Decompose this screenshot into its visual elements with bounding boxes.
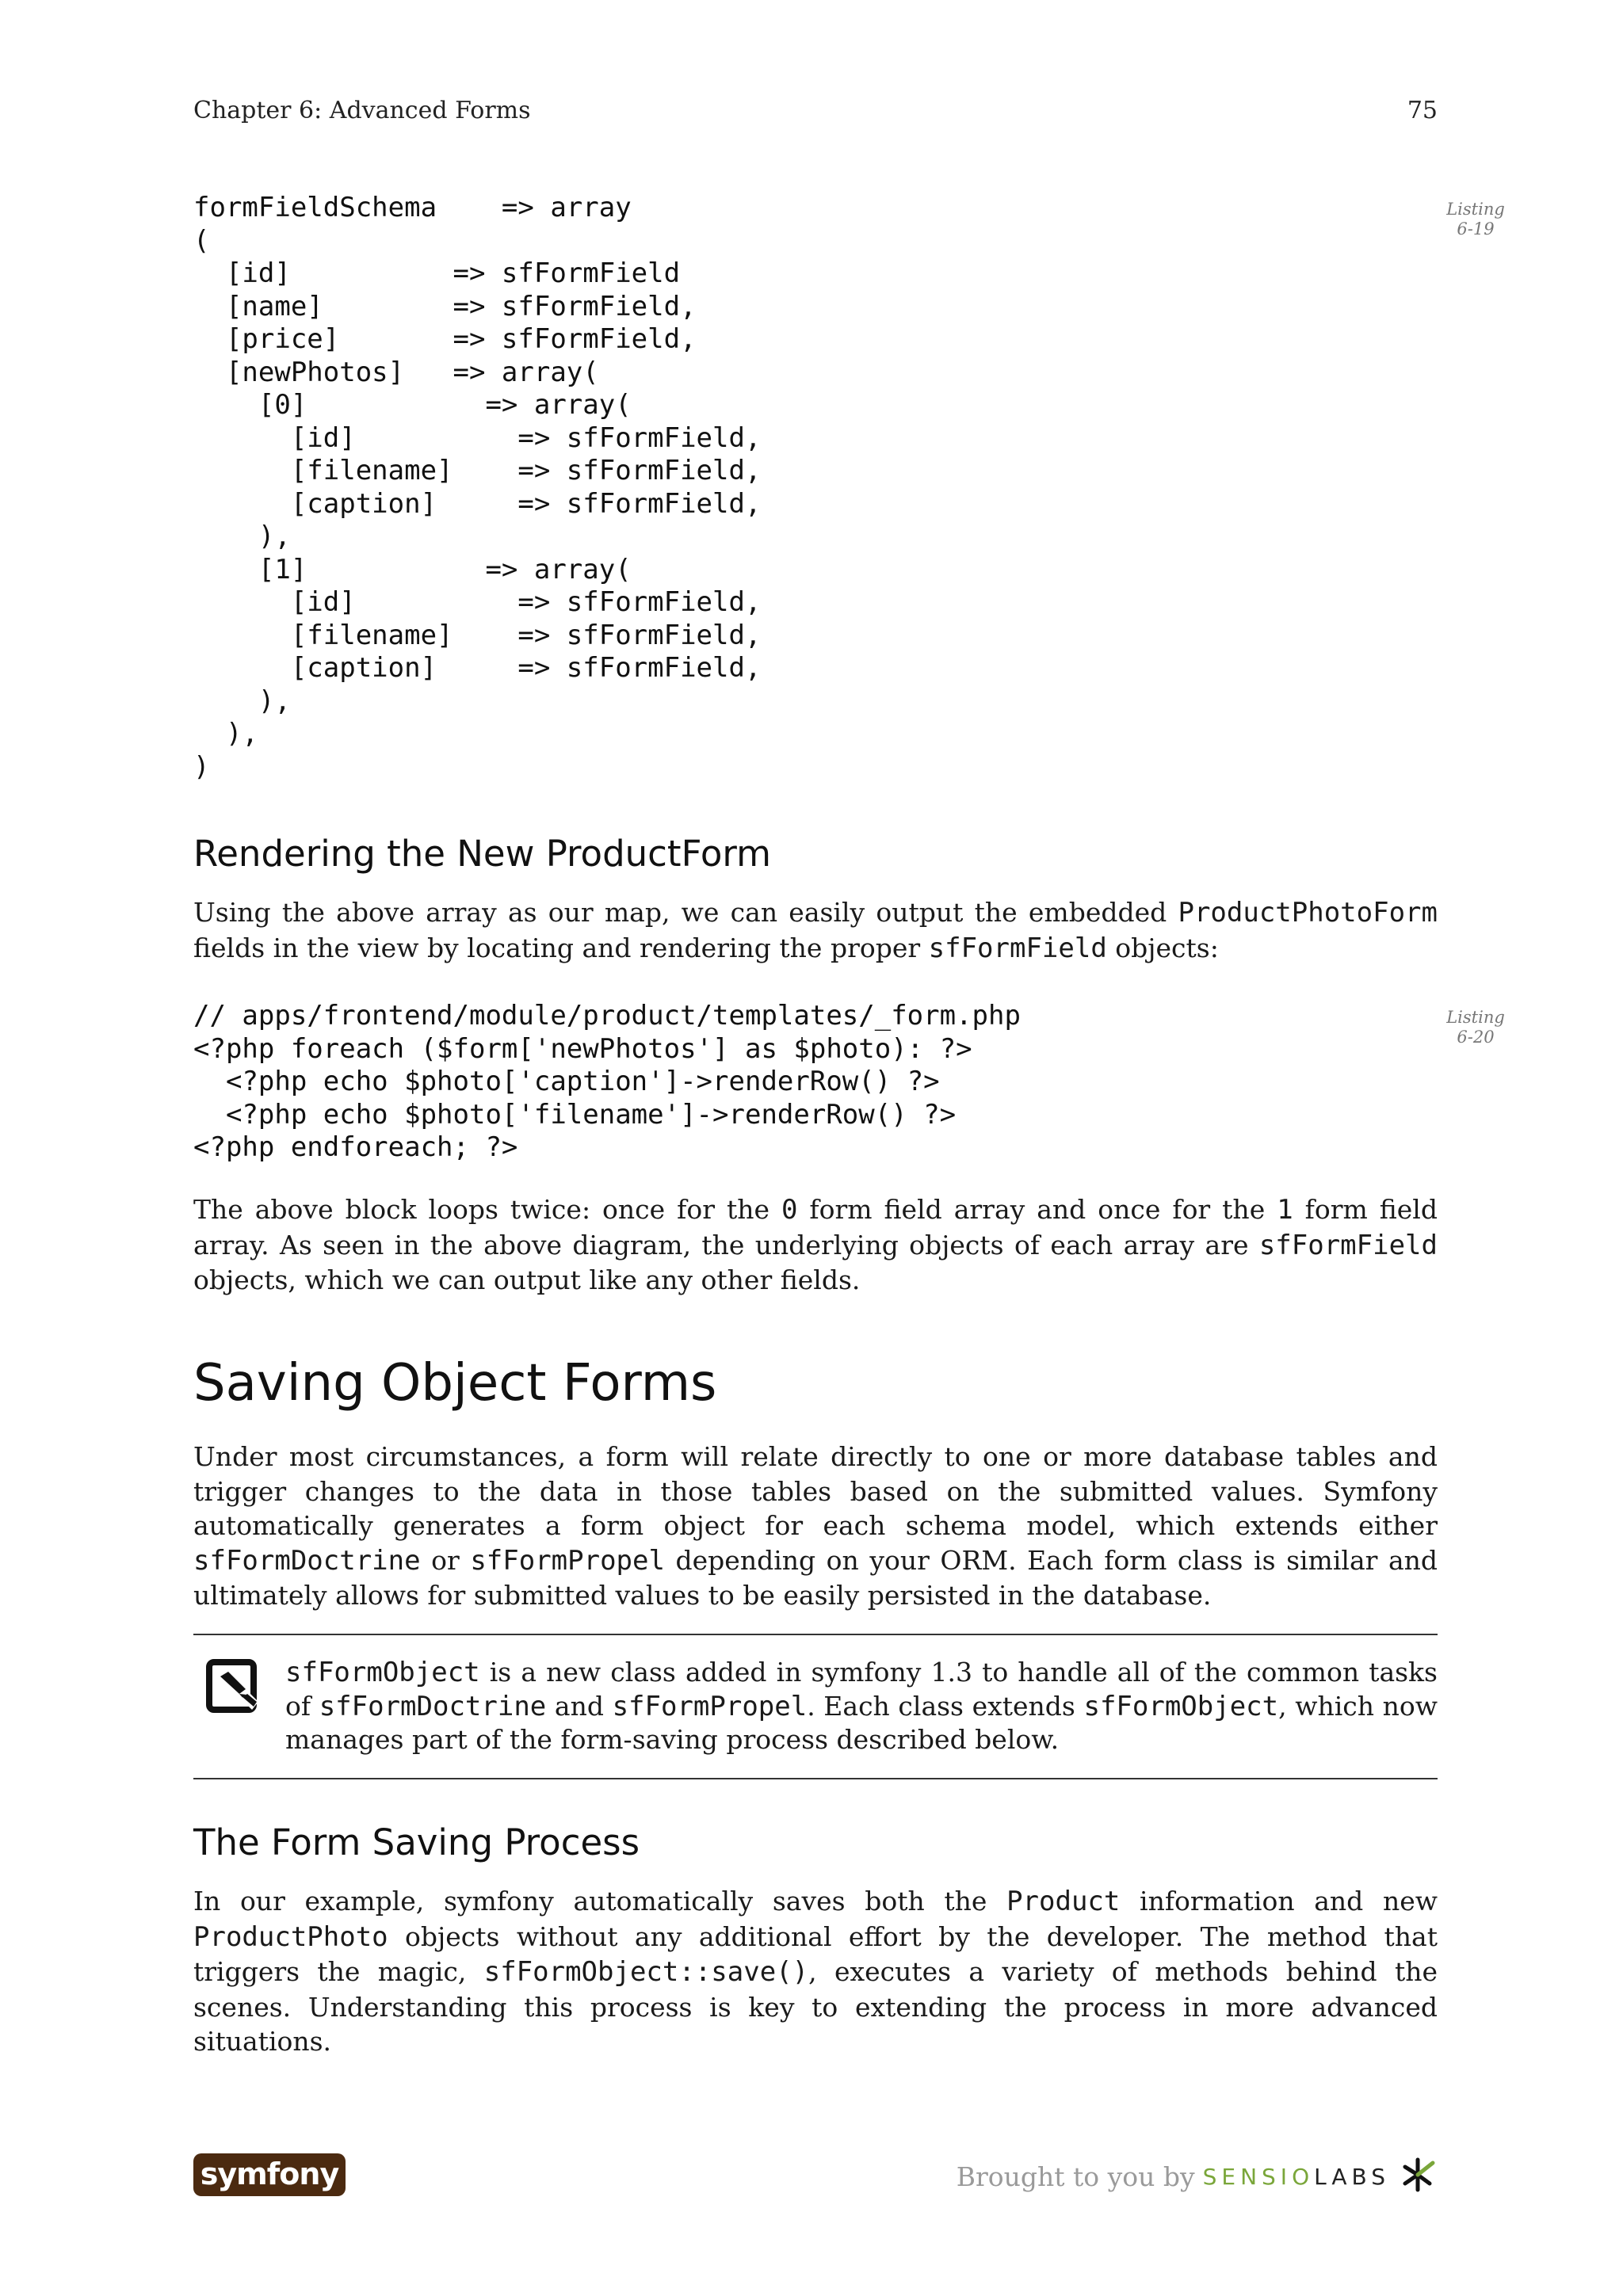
inline-code: sfFormObject::save() <box>483 1956 809 1988</box>
listing-label-6-19: Listing 6-19 <box>1446 200 1505 238</box>
note-text <box>285 1656 1438 1756</box>
text-span: form field array. As seen in the above diagram, the underlying objects of each array are <box>193 1194 1438 1261</box>
heading-saving-object-forms: Saving Object Forms <box>193 1354 717 1413</box>
listing-label-6-20: Listing 6-20 <box>1446 1008 1505 1047</box>
text-span: and <box>546 1690 613 1722</box>
text-span: objects: <box>1106 932 1219 963</box>
text-span: Under most circumstances, a form will relate directly to one or more database tables and trigger changes to the data in those tables based on the submitted values. Symfony automatically generates a form object for each schema model, which extends either <box>193 1441 1438 1541</box>
text-span: or <box>420 1544 471 1576</box>
text-span: information and new <box>1120 1886 1438 1917</box>
brought-to-you-text: Brought to you by <box>956 2161 1195 2192</box>
text-span: depending on your ORM. Each form class is similar and ultimately allows for submitted values to be easily persisted in the database. <box>193 1544 1438 1611</box>
brand-part: SENSIO <box>1202 2163 1315 2190</box>
text-span: Using the above array as our map, we can easily output the embedded <box>193 897 1178 928</box>
page-number: 75 <box>1407 97 1438 124</box>
text-span: objects without any additional effort by the developer. The method that triggers the magic, <box>193 1920 1438 1987</box>
footer-credit <box>957 2157 1438 2196</box>
inline-code: sfFormObject <box>1083 1690 1279 1722</box>
text-span: In our example, symfony automatically saves both the <box>193 1886 1007 1917</box>
heading-rendering-product-form: Rendering the New ProductForm <box>193 833 771 875</box>
code-block-form-template: // apps/frontend/module/product/templates/_form.php <?php foreach ($form['newPhotos'] as $photo): ?> <?php echo $photo['caption']->renderRow() ?> <?php echo $photo['filename']->renderRow() ?> <?php endforeach; ?> <box>193 1000 1021 1163</box>
code-block-form-field-schema: formFieldSchema => array ( [id] => sfFormField [name] => sfFormField, [price] => sfFormField, [newPhotos] => array( [0] => array( [id] => sfFormField, [filename] => sfFormField, [caption] => sfFormField, ), [1] => array( [id] => sfFormField, [filename] => sfFormField, [caption] => sfFormField, ), ), ) <box>193 192 762 783</box>
paragraph-saving-intro <box>193 1440 1438 1613</box>
text-span: is a new class added in symfony 1.3 to handle all of the common tasks of <box>285 1657 1438 1722</box>
sensiolabs-logo-icon <box>1398 2155 1438 2199</box>
inline-code: sfFormField <box>928 932 1107 964</box>
brand-part: LABS <box>1314 2163 1390 2190</box>
sensiolabs-wordmark <box>1203 2164 1390 2190</box>
inline-code: sfFormField <box>1258 1229 1438 1261</box>
inline-code: sfFormDoctrine <box>193 1544 421 1577</box>
text-span: , executes a variety of methods behind the scenes. Understanding this process is key to extending the process in more advanced situations. <box>193 1956 1438 2057</box>
note-bottom-divider <box>193 1778 1438 1779</box>
note-icon <box>204 1657 263 1716</box>
inline-code: sfFormDoctrine <box>319 1690 547 1722</box>
symfony-logo: symfony <box>193 2153 346 2196</box>
paragraph-saving-process <box>193 1884 1438 2059</box>
inline-code: sfFormObject <box>285 1657 480 1688</box>
text-span: objects, which we can output like any other fields. <box>193 1264 861 1295</box>
page-header <box>193 97 1438 132</box>
inline-code: 0 <box>781 1194 798 1226</box>
text-span: fields in the view by locating and rendering the proper <box>193 932 929 963</box>
inline-code: sfFormPropel <box>470 1544 665 1577</box>
heading-form-saving-process: The Form Saving Process <box>193 1821 640 1863</box>
inline-code: sfFormPropel <box>612 1690 808 1722</box>
inline-code: 1 <box>1277 1194 1293 1226</box>
inline-code: Product <box>1006 1886 1121 1917</box>
inline-code: ProductPhoto <box>193 1920 388 1953</box>
note-top-divider <box>193 1634 1438 1635</box>
text-span: form field array and once for the <box>797 1194 1277 1225</box>
text-span: , which now manages part of the form-saving process described below. <box>285 1690 1438 1755</box>
text-span: The above block loops twice: once for the <box>193 1194 781 1225</box>
paragraph-loop-explanation <box>193 1192 1438 1298</box>
paragraph-rendering-intro <box>193 895 1438 966</box>
chapter-title: Chapter 6: Advanced Forms <box>193 97 531 124</box>
text-span: . Each class extends <box>807 1690 1084 1722</box>
inline-code: ProductPhotoForm <box>1178 897 1438 929</box>
